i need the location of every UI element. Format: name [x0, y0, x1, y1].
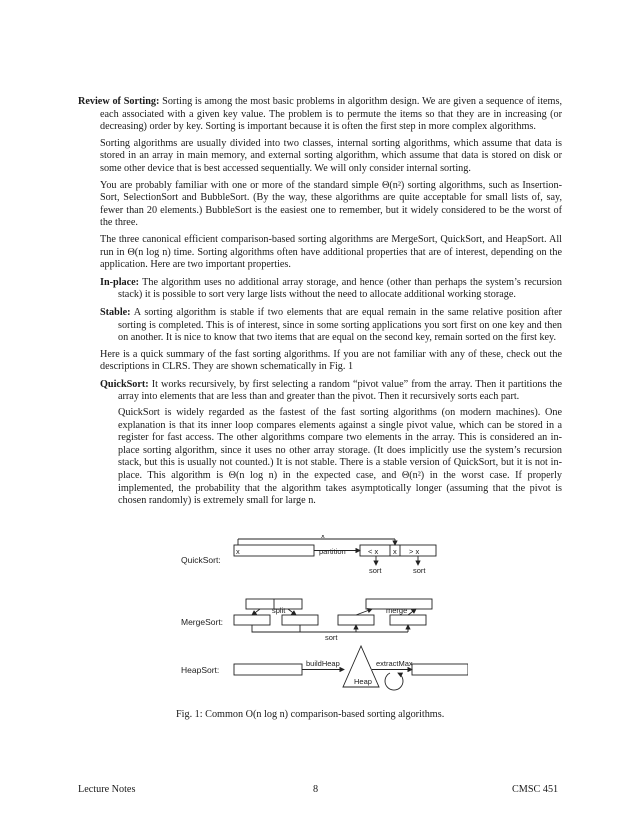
less-than-x-label: < x	[368, 547, 379, 556]
quicksort-item	[100, 379, 562, 404]
inplace-property	[100, 277, 562, 302]
review-of-sorting-section	[78, 96, 562, 508]
review-intro-text: Sorting is among the most basic problems in algorithm design. We are given a sequence of items, each associated with a given key value. The problem is to permute the items so that they are in increasing (or decreasing) order by key. Sorting is important because it is often the first step in more complex algorithms.	[100, 96, 562, 133]
footer-lecture-notes: Lecture Notes	[78, 784, 136, 795]
fig-quicksort-label: QuickSort:	[181, 555, 221, 565]
footer-page-number: 8	[313, 784, 319, 795]
footer-course: CMSC 451	[512, 784, 559, 795]
inplace-text: The algorithm uses no additional array storage, and hence (other than perhaps the system’s recursion stack) it is possible to sort very large lists without the need to allocate additional working storage.	[118, 276, 562, 301]
stable-text: A sorting algorithm is stable if two elements that are equal remain in the same relative position after sorting is completed. This is of interest, since in some sorting applications you sort first on one key and then on another. It is nice to know that two items that are equal on the second key, remain sorted on the first key.	[118, 306, 563, 344]
sort-left-label: sort	[369, 566, 382, 575]
quicksort-detail-paragraph: QuickSort is widely regarded as the fastest of the fast sorting algorithms (on modern machines). One explanation is that its inner loop compares elements against a single pivot value, which can be stored in a register for fast access. The other algorithms compare two elements in the array. This is considered an in-place sorting algorithm, since it uses no other array storage. (It does implicitly use the system’s recursion stack, but this is usually not counted.) It is not stable. There is a stable version of QuickSort, but it is not in-place. This algorithm is Θ(n log n) in the expected case, and Θ(n²) in the worst case. If properly implemented, the probability that the algorithm takes asymptotically longer (assuming that the pivot is chosen randomly) is extremely small for large n.	[118, 407, 562, 507]
split-left-arrow	[252, 609, 260, 615]
inplace-label: In-place:	[100, 276, 140, 288]
input-x-label: x	[236, 547, 240, 556]
heapsort-output-array	[412, 664, 468, 675]
classes-paragraph: Sorting algorithms are usually divided into two classes, internal sorting algorithms, which assume that data is stored in an array in main memory, and external sorting algorithm, which assume that data is stored on disk or some other device that is best accessed sequentially. We will only consider internal sorting.	[100, 137, 562, 174]
quicksort-input-array	[234, 545, 314, 556]
figure-caption: Fig. 1: Common O(n log n) comparison-based sorting algorithms.	[176, 709, 445, 720]
efficient-sorts-paragraph: The three canonical efficient comparison-based sorting algorithms are MergeSort, QuickSort, and HeapSort. All run in Θ(n log n) time. Sorting algorithms often have additional properties that are of interest, depending on the application. Here are two important properties.	[100, 233, 562, 271]
merge-left-arrow	[356, 609, 372, 615]
summary-paragraph: Here is a quick summary of the fast sorting algorithms. If you are not familiar with any of these, check out the descriptions in CLRS. They are shown schematically in Fig. 1	[100, 348, 562, 373]
pivot-x-label: x	[321, 535, 325, 540]
quicksort-label: QuickSort:	[100, 378, 149, 390]
quicksort-text: It works recursively, by first selecting a random “pivot value” from the array. Then it partitions the array into elements that are less than and greater than the pivot. Then it recursively sorts each part.	[118, 378, 563, 403]
buildheap-label: buildHeap	[306, 659, 340, 668]
extractmax-label: extractMax	[376, 659, 413, 668]
fig-mergesort-label: MergeSort:	[181, 617, 224, 627]
fig-heapsort-label: HeapSort:	[181, 665, 220, 675]
mergesort-left-half	[234, 615, 270, 625]
sort-bracket-right	[300, 625, 408, 632]
simple-sorts-paragraph: You are probably familiar with one or more of the standard simple Θ(n²) sorting algorithms, such as Insertion-Sort, SelectionSort and BubbleSort. (By the way, these algorithms are quite acceptable for small lists of, say, fewer than 20 elements.) BubbleSort is the easiest one to remember, but it widely considered to be the worst of the three.	[100, 179, 562, 229]
mergesort-sorted-left	[338, 615, 374, 625]
split-right-arrow	[288, 609, 296, 615]
heapsort-input-array	[234, 664, 302, 675]
merge-label: merge	[386, 606, 408, 615]
review-heading: Review of Sorting:	[78, 96, 160, 107]
sort-right-label: sort	[413, 566, 426, 575]
sorting-diagram	[176, 535, 468, 695]
sorting-figure	[176, 535, 468, 695]
split-label: split	[272, 606, 286, 615]
stable-property	[100, 307, 562, 345]
stable-label: Stable:	[100, 306, 131, 318]
partition-label: partition	[319, 547, 346, 556]
review-intro-paragraph	[78, 96, 562, 134]
mergesort-right-half	[282, 615, 318, 625]
mergesort-sort-label: sort	[325, 633, 338, 642]
extractmax-loop-arrow	[385, 673, 403, 690]
greater-than-x-label: > x	[409, 547, 420, 556]
heap-label: Heap	[354, 677, 372, 686]
merge-right-arrow	[408, 609, 416, 615]
sort-bracket-left	[252, 625, 356, 632]
mergesort-sorted-right	[390, 615, 426, 625]
pivot-cell-label: x	[393, 547, 397, 556]
